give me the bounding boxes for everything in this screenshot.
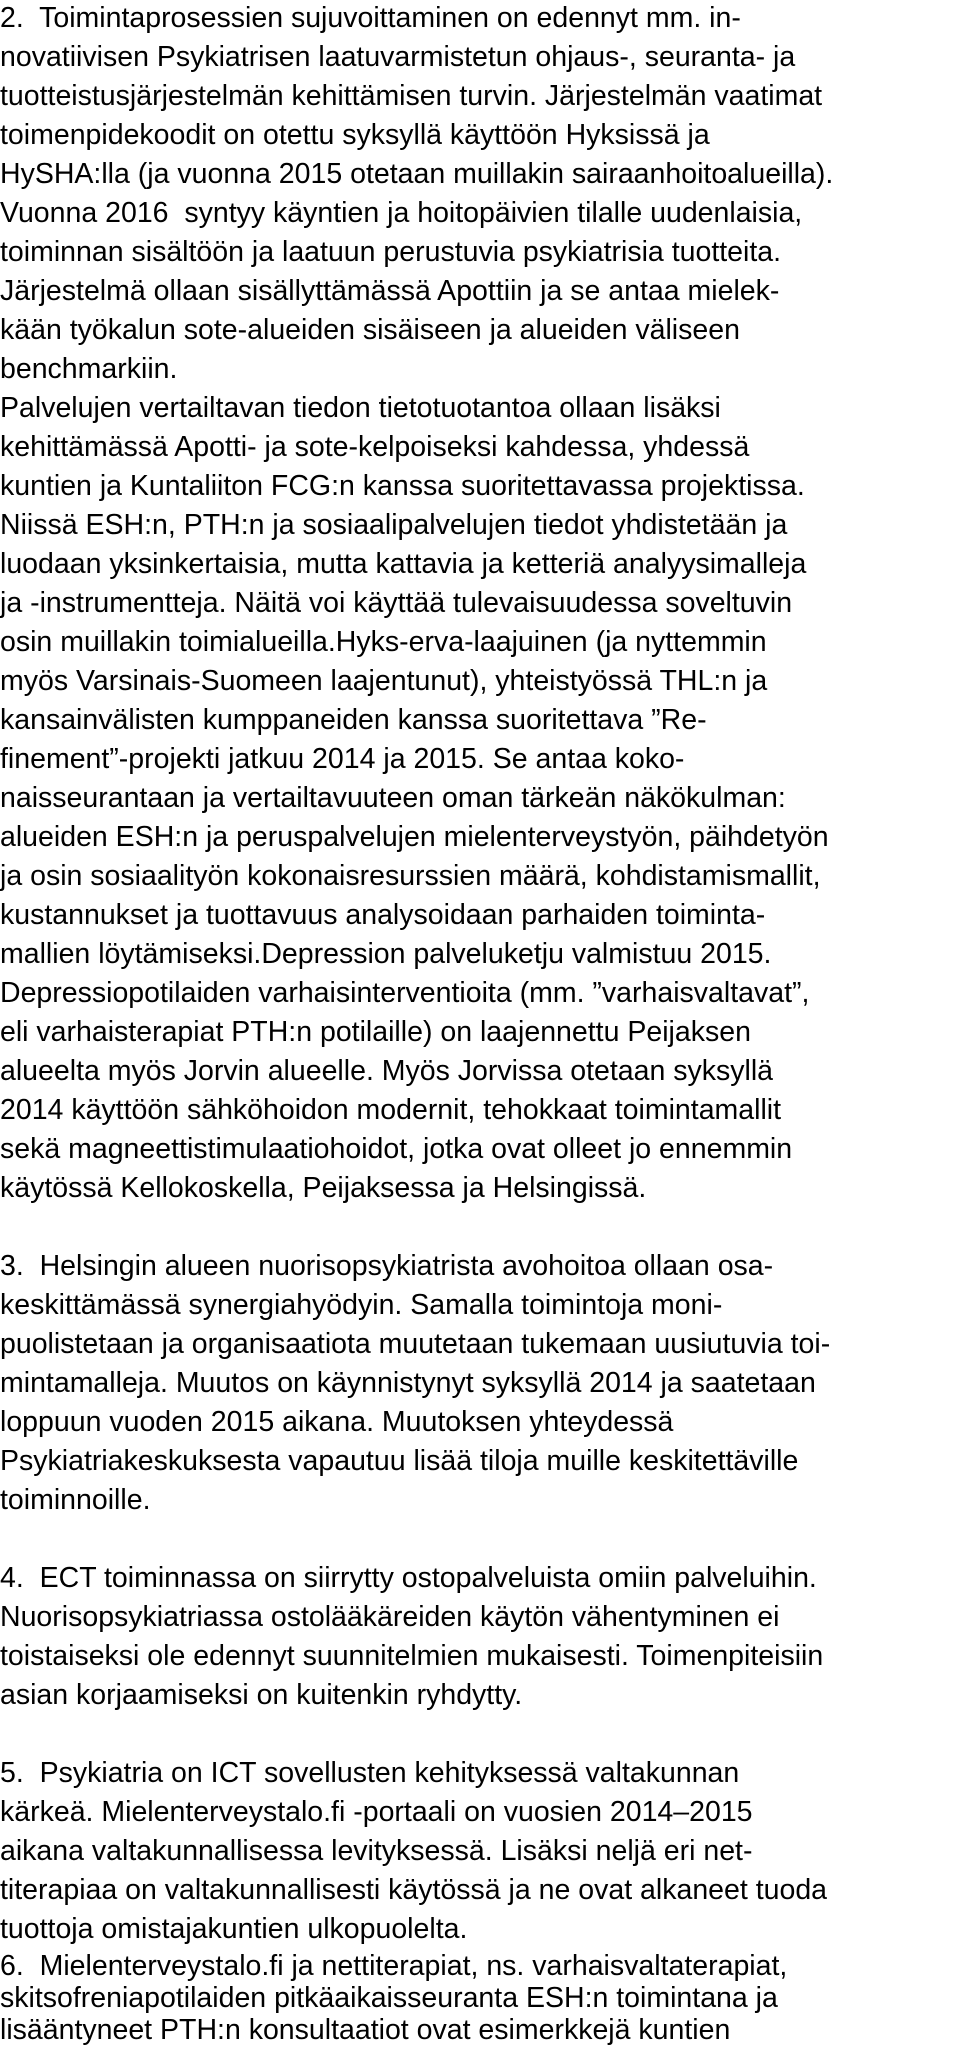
text-line: 4. ECT toiminnassa on siirrytty ostopalveluista omiin palveluihin. <box>0 1562 817 1594</box>
text-line: ja -instrumentteja. Näitä voi käyttää tulevaisuudessa soveltuvin <box>0 587 793 619</box>
text-line: kärkeä. Mielenterveystalo.fi -portaali on vuosien 2014–2015 <box>0 1796 753 1828</box>
text-line: asian korjaamiseksi on kuitenkin ryhdytty. <box>0 1679 523 1711</box>
text-line: skitsofreniapotilaiden pitkäaikaisseuranta ESH:n toimintana ja <box>0 1982 778 2014</box>
text-line: HySHA:lla (ja vuonna 2015 otetaan muillakin sairaanhoitoalueilla). <box>0 158 834 190</box>
text-line: 6. Mielenterveystalo.fi ja nettiterapiat, ns. varhaisvaltaterapiat, <box>0 1950 788 1982</box>
text-line: mallien löytämiseksi.Depression palveluketju valmistuu 2015. <box>0 938 772 970</box>
text-line: naisseurantaan ja vertailtavuuteen oman tärkeän näkökulman: <box>0 782 786 814</box>
text-line: myös Varsinais-Suomeen laajentunut), yhteistyössä THL:n ja <box>0 665 768 697</box>
text-line: kään työkalun sote-alueiden sisäiseen ja alueiden väliseen <box>0 314 740 346</box>
text-line: puolistetaan ja organisaatiota muutetaan tukemaan uusiutuvia toi- <box>0 1328 831 1360</box>
text-line: toimenpidekoodit on otettu syksyllä käyttöön Hyksissä ja <box>0 119 710 151</box>
text-line: benchmarkiin. <box>0 353 178 385</box>
text-line: osin muillakin toimialueilla.Hyks-erva-laajuinen (ja nyttemmin <box>0 626 767 658</box>
text-line: aikana valtakunnallisessa levityksessä. Lisäksi neljä eri net- <box>0 1835 753 1867</box>
text-line: 2. Toimintaprosessien sujuvoittaminen on edennyt mm. in- <box>0 2 741 34</box>
text-line: tuottoja omistajakuntien ulkopuolelta. <box>0 1913 468 1945</box>
text-line: 3. Helsingin alueen nuorisopsykiatrista avohoitoa ollaan osa- <box>0 1250 774 1282</box>
text-line: kustannukset ja tuottavuus analysoidaan parhaiden toiminta- <box>0 899 766 931</box>
text-line: luodaan yksinkertaisia, mutta kattavia ja ketteriä analyysimalleja <box>0 548 807 580</box>
text-line: Niissä ESH:n, PTH:n ja sosiaalipalvelujen tiedot yhdistetään ja <box>0 509 788 541</box>
text-line: toistaiseksi ole edennyt suunnitelmien mukaisesti. Toimenpiteisiin <box>0 1640 824 1672</box>
text-line: novatiivisen Psykiatrisen laatuvarmistetun ohjaus-, seuranta- ja <box>0 41 796 73</box>
text-line: titerapiaa on valtakunnallisesti käytössä ja ne ovat alkaneet tuoda <box>0 1874 828 1906</box>
text-line: 2014 käyttöön sähköhoidon modernit, tehokkaat toimintamallit <box>0 1094 782 1126</box>
text-line: Järjestelmä ollaan sisällyttämässä Apottiin ja se antaa mielek- <box>0 275 780 307</box>
text-line: Psykiatriakeskuksesta vapautuu lisää tiloja muille keskitettäville <box>0 1445 799 1477</box>
text-line: alueelta myös Jorvin alueelle. Myös Jorvissa otetaan syksyllä <box>0 1055 774 1087</box>
text-line: Palvelujen vertailtavan tiedon tietotuotantoa ollaan lisäksi <box>0 392 721 424</box>
text-line: Vuonna 2016 syntyy käyntien ja hoitopäivien tilalle uudenlaisia, <box>0 197 803 229</box>
text-line: tuotteistusjärjestelmän kehittämisen turvin. Järjestelmän vaatimat <box>0 80 823 112</box>
text-line: käytössä Kellokoskella, Peijaksessa ja Helsingissä. <box>0 1172 647 1204</box>
text-line: loppuun vuoden 2015 aikana. Muutoksen yhteydessä <box>0 1406 674 1438</box>
text-line: alueiden ESH:n ja peruspalvelujen mielenterveystyön, päihdetyön <box>0 821 829 853</box>
text-line: mintamalleja. Muutos on käynnistynyt syksyllä 2014 ja saatetaan <box>0 1367 816 1399</box>
text-line: finement”-projekti jatkuu 2014 ja 2015. Se antaa koko- <box>0 743 685 775</box>
text-line: 5. Psykiatria on ICT sovellusten kehityksessä valtakunnan <box>0 1757 740 1789</box>
text-line: toiminnan sisältöön ja laatuun perustuvia psykiatrisia tuotteita. <box>0 236 782 268</box>
text-line: kehittämässä Apotti- ja sote-kelpoiseksi kahdessa, yhdessä <box>0 431 750 463</box>
text-line: Depressiopotilaiden varhaisinterventioita (mm. ”varhaisvaltavat”, <box>0 977 810 1009</box>
text-line: toiminnoille. <box>0 1484 151 1516</box>
text-line: lisääntyneet PTH:n konsultaatiot ovat esimerkkejä kuntien <box>0 2014 731 2046</box>
text-line: eli varhaisterapiat PTH:n potilaille) on laajennettu Peijaksen <box>0 1016 751 1048</box>
text-line: Nuorisopsykiatriassa ostolääkäreiden käytön vähentyminen ei <box>0 1601 780 1633</box>
text-line: keskittämässä synergiahyödyin. Samalla toimintoja moni- <box>0 1289 723 1321</box>
text-line: kansainvälisten kumppaneiden kanssa suoritettava ”Re- <box>0 704 707 736</box>
text-line: ja osin sosiaalityön kokonaisresurssien määrä, kohdistamismallit, <box>0 860 821 892</box>
text-line: sekä magneettistimulaatiohoidot, jotka ovat olleet jo ennemmin <box>0 1133 793 1165</box>
text-line: kuntien ja Kuntaliiton FCG:n kanssa suoritettavassa projektissa. <box>0 470 805 502</box>
